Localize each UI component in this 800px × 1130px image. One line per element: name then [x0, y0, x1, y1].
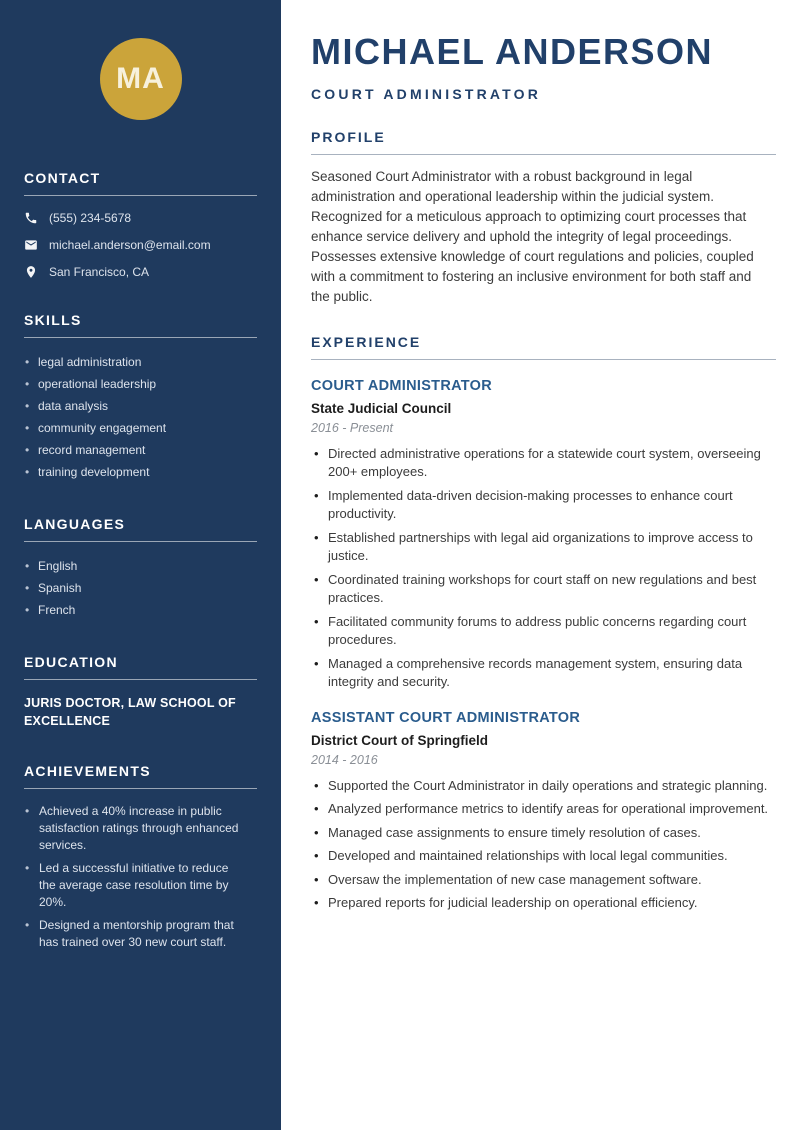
- job-bullet-list: [311, 777, 776, 913]
- education-section-title: EDUCATION: [24, 654, 257, 680]
- achievement-item: • Led a successful initiative to reduce the average case resolution time by 20%.: [24, 860, 246, 911]
- job-bullet-list: [311, 445, 776, 692]
- achievements-list: [24, 803, 257, 951]
- language-item: • English: [24, 555, 257, 577]
- avatar-initials: MA: [116, 62, 165, 95]
- contact-email-text: michael.anderson@email.com: [49, 238, 211, 252]
- contact-section-title: CONTACT: [24, 170, 257, 196]
- job-dates: 2014 - 2016: [311, 752, 378, 767]
- person-role: COURT ADMINISTRATOR: [311, 85, 542, 102]
- contact-location-text: San Francisco, CA: [49, 265, 150, 279]
- skills-section-title: SKILLS: [24, 312, 257, 338]
- phone-icon: [24, 211, 38, 225]
- job-title: ASSISTANT COURT ADMINISTRATOR: [311, 709, 581, 726]
- achievements-section-title: ACHIEVEMENTS: [24, 763, 257, 789]
- skills-section: [24, 312, 257, 483]
- contact-item-email: [24, 238, 257, 252]
- job-bullet: • Established partnerships with legal aid organizations to improve access to justice.: [311, 529, 776, 566]
- job-entry: [311, 710, 776, 913]
- job-bullet: • Facilitated community forums to address public concerns regarding court procedures.: [311, 613, 776, 650]
- languages-section: [24, 516, 257, 621]
- experience-section: [311, 334, 776, 913]
- job-bullet: • Managed case assignments to ensure timely resolution of cases.: [311, 824, 776, 843]
- education-section: [24, 654, 257, 730]
- skill-item: • community engagement: [24, 417, 257, 439]
- main-content: [281, 0, 800, 1130]
- contact-phone-text: (555) 234-5678: [49, 211, 132, 225]
- job-bullet: • Directed administrative operations for a statewide court system, overseeing 200+ employees.: [311, 445, 776, 482]
- profile-section: [311, 129, 776, 307]
- job-bullet: • Coordinated training workshops for court staff on new regulations and best practices.: [311, 571, 776, 608]
- job-bullet: • Analyzed performance metrics to identify areas for operational improvement.: [311, 800, 776, 819]
- email-icon: [24, 238, 38, 252]
- contact-item-location: [24, 265, 257, 279]
- profile-text: Seasoned Court Administrator with a robust background in legal administration and operational leadership within the judicial system. Recognized for a meticulous approach to optimizing court processes that enhance service delivery and uphold the integrity of legal proceedings. Possesses extensive knowledge of court regulations and policies, coupled with a commitment to fostering an inclusive environment for both staff and the public.: [311, 168, 754, 304]
- skills-list: [24, 351, 257, 483]
- job-bullet: • Implemented data-driven decision-making processes to enhance court productivity.: [311, 487, 776, 524]
- language-item: • French: [24, 599, 257, 621]
- languages-section-title: LANGUAGES: [24, 516, 257, 542]
- contact-list: [24, 211, 257, 279]
- job-bullet: • Oversaw the implementation of new case management software.: [311, 871, 776, 890]
- contact-item-phone: [24, 211, 257, 225]
- experience-section-title: EXPERIENCE: [311, 334, 776, 360]
- skill-item: • training development: [24, 461, 257, 483]
- job-dates: 2016 - Present: [311, 420, 393, 435]
- skill-item: • operational leadership: [24, 373, 257, 395]
- job-title: COURT ADMINISTRATOR: [311, 377, 493, 394]
- education-degree: JURIS DOCTOR, LAW SCHOOL OF EXCELLENCE: [24, 696, 236, 728]
- skill-item: • record management: [24, 439, 257, 461]
- job-bullet: • Developed and maintained relationships with local legal communities.: [311, 847, 776, 866]
- job-bullet: • Prepared reports for judicial leadership on operational efficiency.: [311, 894, 776, 913]
- person-name: MICHAEL ANDERSON: [311, 31, 714, 72]
- achievements-section: [24, 763, 257, 951]
- job-bullet: • Managed a comprehensive records management system, ensuring data integrity and security.: [311, 655, 776, 692]
- language-item: • Spanish: [24, 577, 257, 599]
- languages-list: [24, 555, 257, 621]
- profile-section-title: PROFILE: [311, 129, 776, 155]
- job-bullet: • Supported the Court Administrator in daily operations and strategic planning.: [311, 777, 776, 796]
- skill-item: • legal administration: [24, 351, 257, 373]
- job-entry: [311, 378, 776, 692]
- skill-item: • data analysis: [24, 395, 257, 417]
- achievement-item: • Designed a mentorship program that has trained over 30 new court staff.: [24, 917, 246, 951]
- avatar: [100, 38, 182, 120]
- achievement-item: • Achieved a 40% increase in public satisfaction ratings through enhanced services.: [24, 803, 246, 854]
- job-company: District Court of Springfield: [311, 732, 488, 748]
- contact-section: [24, 170, 257, 279]
- sidebar: [0, 0, 281, 1130]
- job-company: State Judicial Council: [311, 400, 452, 416]
- location-icon: [24, 265, 38, 279]
